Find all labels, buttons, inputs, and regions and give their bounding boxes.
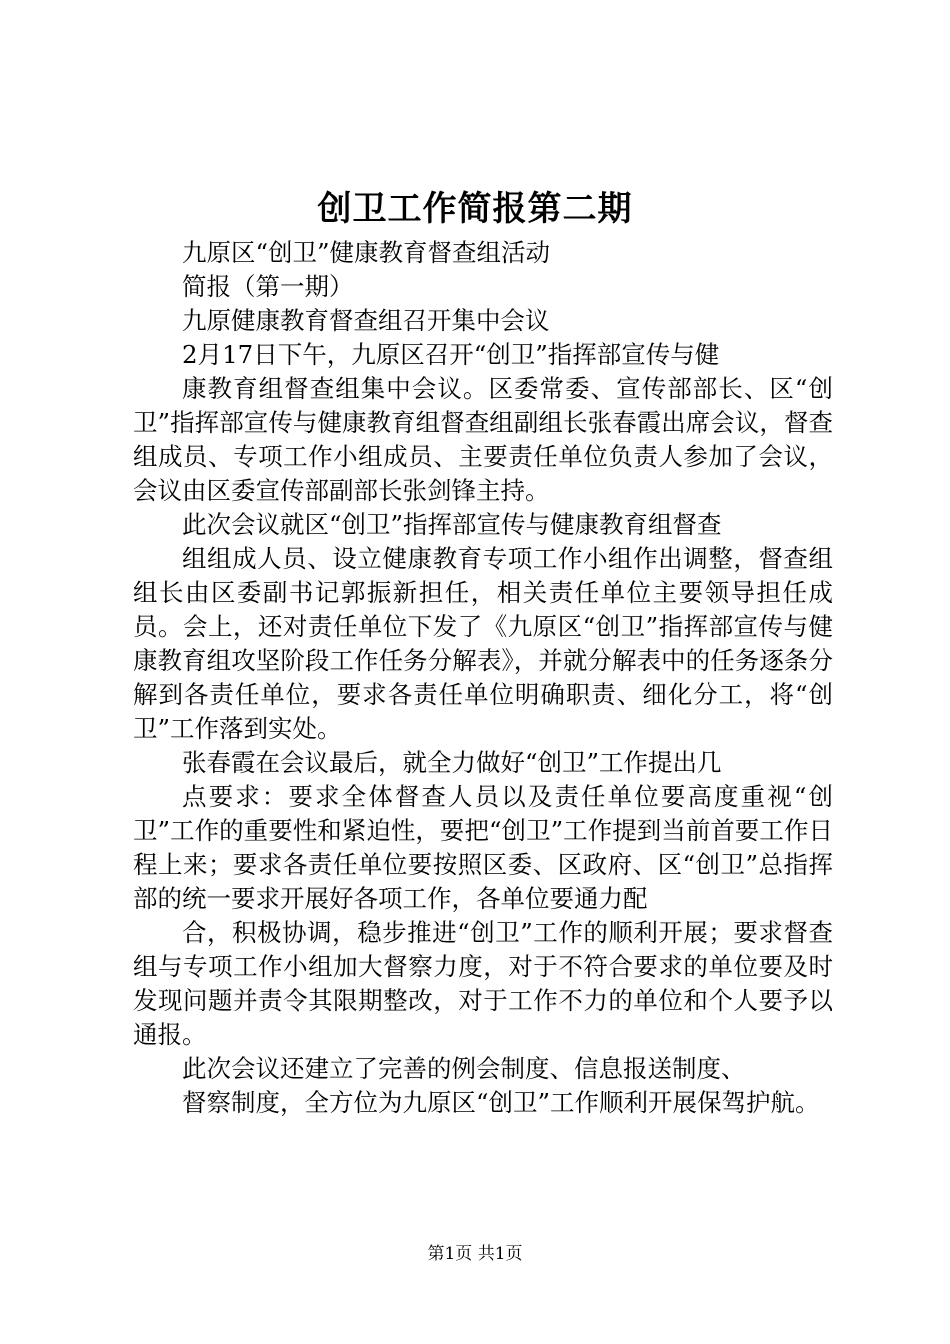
paragraph-12: 督察制度，全方位为九原区“创卫”工作顺利开展保驾护航。 [182, 1088, 820, 1117]
paragraph-8: 张春霞在会议最后，就全力做好“创卫”工作提出几 [182, 748, 722, 777]
paragraph-2: 简报（第一期） [182, 272, 354, 301]
paragraph-5: 康教育组督查组集中会议。区委常委、宣传部部长、区“创卫”指挥部宣传与健康教育组督查组副组长张春霞出席会议，督查组成员、专项工作小组成员、主要责任单位负责人参加了会议，会议由区委宣传部副部长张剑锋主持。 [133, 374, 833, 505]
paragraph-1: 九原区“创卫”健康教育督查组活动 [182, 238, 551, 267]
paragraph-7: 组组成人员、设立健康教育专项工作小组作出调整，督查组组长由区委副书记郭振新担任，相关责任单位主要领导担任成员。会上，还对责任单位下发了《九原区“创卫”指挥部宣传与健康教育组攻坚阶段工作任务分解表》，并就分解表中的任务逐条分解到各责任单位，要求各责任单位明确职责、细化分工，将“创卫”工作落到实处。 [133, 544, 833, 743]
page-footer: 第1页 共1页 [427, 1244, 523, 1264]
paragraph-3: 九原健康教育督查组召开集中会议 [182, 306, 550, 335]
paragraph-4: 2月17日下午，九原区召开“创卫”指挥部宣传与健 [182, 340, 720, 369]
paragraph-10: 合，积极协调，稳步推进“创卫”工作的顺利开展；要求督查组与专项工作小组加大督察力度，对于不符合要求的单位要及时发现问题并责令其限期整改，对于工作不力的单位和个人要予以通报。 [133, 918, 833, 1049]
paragraph-11: 此次会议还建立了完善的例会制度、信息报送制度、 [182, 1054, 746, 1083]
document-body [133, 236, 833, 1120]
paragraph-9: 点要求：要求全体督查人员以及责任单位要高度重视“创卫”工作的重要性和紧迫性，要把“创卫”工作提到当前首要工作日程上来；要求各责任单位要按照区委、区政府、区“创卫”总指挥部的统一要求开展好各项工作，各单位要通力配 [133, 782, 833, 913]
paragraph-6: 此次会议就区“创卫”指挥部宣传与健康教育组督查 [182, 510, 722, 539]
document-title: 创卫工作简报第二期 [317, 189, 633, 229]
